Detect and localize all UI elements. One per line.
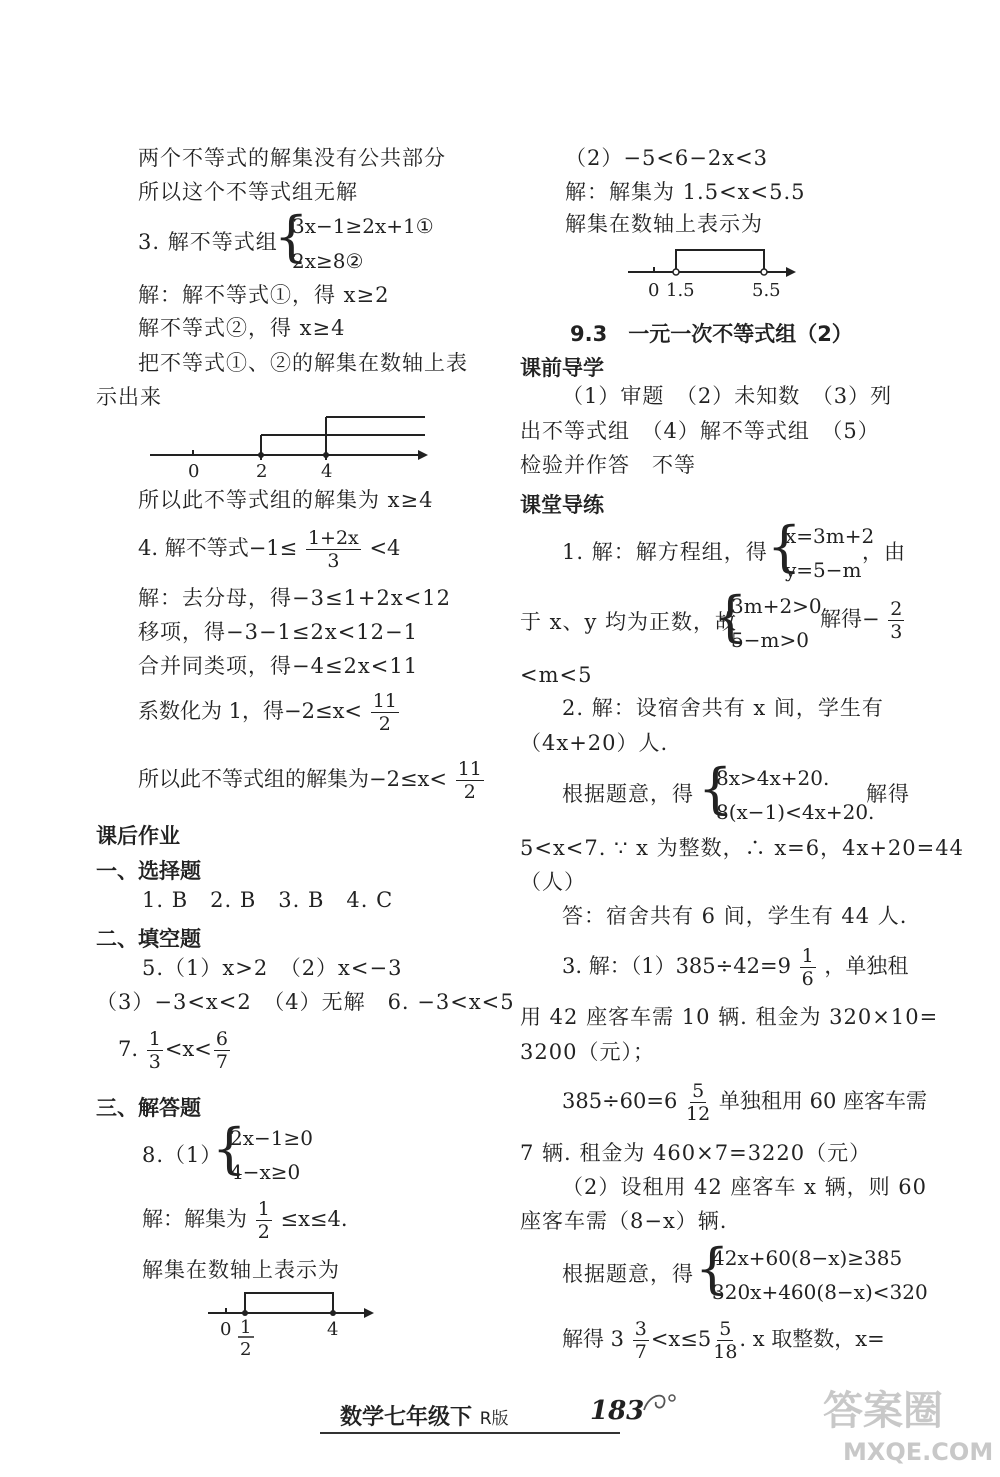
text-line: 2. 解：设宿舍共有 x 间，学生有: [562, 696, 884, 720]
fraction: [306, 527, 361, 572]
text-span: 385÷60=6: [562, 1089, 678, 1113]
watermark-logo-text: 答案圈: [823, 1388, 943, 1434]
text-line: <m<5: [520, 663, 593, 687]
numerator: 5: [719, 1318, 732, 1340]
text-line: [562, 1080, 927, 1125]
text-line: 8.（1）: [142, 1143, 223, 1167]
brace-symbol: {: [698, 757, 733, 820]
text-line: 出不等式组 （4）解不等式组 （5）: [520, 419, 880, 443]
question-4: [138, 527, 400, 572]
system-eq: 3m+2>0: [731, 594, 822, 618]
text-line: 根据题意，得: [562, 1262, 694, 1286]
numerator: 2: [890, 598, 903, 620]
watermark-logo: [815, 1372, 995, 1472]
denominator: 7: [215, 1051, 228, 1073]
text-line: 两个不等式的解集没有公共部分: [138, 146, 446, 170]
text-line: 所以此不等式组的解集为 x≥4: [138, 488, 434, 512]
text-span: 7.: [118, 1037, 139, 1061]
text-line: 1. 解：解方程组，得: [562, 540, 768, 564]
system-eq: 8(x−1)<4x+20.: [716, 800, 875, 824]
fraction: [147, 1028, 163, 1073]
text-span: ，单独租: [824, 954, 909, 978]
section-title: 9.3 一元一次不等式组（2）: [570, 322, 853, 346]
text-line: 7 辆. 租金为 460×7=3220（元）: [520, 1141, 872, 1165]
section-heading: 三、解答题: [96, 1096, 201, 1120]
text-line: 于 x、y 均为正数，故: [520, 610, 738, 634]
section-heading: 课堂导练: [520, 493, 604, 517]
swirl-ornament-icon: [640, 1388, 680, 1418]
edition-label: R版: [479, 1409, 509, 1429]
numerator: 1: [801, 945, 814, 967]
text-line: 用 42 座客车需 10 辆. 租金为 320×10=: [520, 1005, 939, 1029]
denominator: 2: [378, 713, 391, 735]
tick-label: 4: [321, 461, 333, 482]
denominator: 3: [327, 550, 340, 572]
text-span: 4. 解不等式−1≤: [138, 536, 298, 560]
text-line: （4x+20）人.: [520, 731, 669, 755]
numerator: 11: [372, 690, 397, 712]
text-span: <4: [369, 536, 401, 560]
text-line: [118, 1028, 232, 1073]
text-line: （人）: [520, 870, 586, 894]
text-line: 移项，得−3−1≤2x<12−1: [138, 620, 418, 644]
watermark-url: MXQE.COM: [843, 1438, 994, 1466]
text-line: 示出来: [96, 385, 162, 409]
text-line: [138, 758, 486, 803]
text-line: ，由: [862, 540, 906, 564]
tick-label: 0: [220, 1319, 232, 1340]
numerator: 3: [634, 1318, 647, 1340]
denominator: 6: [801, 968, 814, 990]
text-span: <x<: [164, 1037, 212, 1061]
system-eq: 320x+460(8−x)<320: [712, 1280, 928, 1304]
numerator: 11: [457, 758, 482, 780]
system-eq: 3x−1≥2x+1①: [292, 214, 434, 238]
denominator: 7: [634, 1341, 647, 1363]
text-line: 解集在数轴上表示为: [142, 1258, 340, 1282]
denominator: 18: [713, 1341, 738, 1363]
numerator: 1: [148, 1028, 161, 1050]
denominator: 3: [890, 621, 903, 643]
text-line: 根据题意，得: [562, 782, 694, 806]
text-line: 5<x<7. ∵ x 为整数，∴ x=6，4x+20=44: [520, 836, 964, 860]
text-line: [562, 945, 908, 990]
fraction: [456, 758, 484, 803]
fraction: [256, 1198, 272, 1243]
text-line: [142, 1198, 348, 1243]
text-line: 解集在数轴上表示为: [565, 212, 763, 236]
fraction: [713, 1318, 737, 1363]
brace-symbol: {: [713, 585, 748, 648]
tick-label: 4: [327, 1319, 339, 1340]
system-eq: 2x≥8②: [292, 249, 364, 273]
number-line-1: [140, 405, 440, 485]
tick-label: 0: [648, 280, 660, 301]
fraction: [800, 945, 816, 990]
denominator: 3: [148, 1051, 161, 1073]
number-line-3: [620, 240, 810, 302]
text-span: . x 取整数，x=: [739, 1327, 885, 1351]
system-eq: 4−x≥0: [230, 1160, 301, 1184]
numerator: 5: [692, 1080, 705, 1102]
text-line: [138, 690, 401, 735]
text-span: 单独租用 60 座客车需: [718, 1089, 927, 1113]
footer-rule: [320, 1432, 620, 1434]
text-line: 把不等式①、②的解集在数轴上表: [138, 351, 468, 375]
text-line: 解：去分母，得−3≤1+2x<12: [138, 586, 452, 610]
system-eq: 2x−1≥0: [230, 1126, 313, 1150]
fraction: [633, 1318, 649, 1363]
tick-label: 2: [240, 1339, 252, 1360]
system-eq: 5−m>0: [731, 628, 809, 652]
text-span: 系数化为 1，得−2≤x<: [138, 699, 363, 723]
text-line: （2）设租用 42 座客车 x 辆，则 60: [562, 1175, 928, 1199]
fraction: [686, 1080, 710, 1125]
tick-label: 5.5: [752, 280, 781, 301]
text-line: （3）−3<x<2 （4）无解 6. −3<x<5: [96, 990, 515, 1014]
denominator: 2: [257, 1221, 270, 1243]
text-span: 解：解集为: [142, 1207, 247, 1231]
text-line: 解：解集为 1.5<x<5.5: [565, 180, 806, 204]
text-line: [820, 598, 906, 643]
fraction: [888, 598, 904, 643]
section-heading: 一、选择题: [96, 859, 201, 883]
denominator: 12: [686, 1103, 711, 1125]
text-span: 所以此不等式组的解集为−2≤x<: [138, 767, 447, 791]
brace-symbol: {: [767, 515, 802, 578]
text-span: 解得 3: [562, 1327, 625, 1351]
numerator: 1: [257, 1198, 270, 1220]
text-span: 3. 解：（1）385÷42=9: [562, 954, 791, 978]
system-eq: y=5−m: [785, 558, 862, 582]
text-line: 3. 解不等式组: [138, 230, 278, 254]
section-heading: 课前导学: [520, 356, 604, 380]
text-line: [562, 1318, 885, 1363]
tick-label: 0: [188, 461, 200, 482]
text-line: 所以这个不等式组无解: [138, 180, 358, 204]
text-line: 合并同类项，得−4≤2x<11: [138, 654, 419, 678]
page-number: 183: [590, 1396, 645, 1426]
brace-symbol: {: [274, 205, 309, 268]
tick-label: 2: [256, 461, 268, 482]
text-line: 解不等式②，得 x≥4: [138, 316, 346, 340]
text-line: （1）审题 （2）未知数 （3）列: [562, 384, 893, 408]
fraction: [371, 690, 399, 735]
section-heading: 二、填空题: [96, 927, 201, 951]
system-eq: 42x+60(8−x)≥385: [712, 1246, 903, 1270]
text-line: 5.（1）x>2 （2）x<−3: [142, 956, 403, 980]
text-line: 1. B 2. B 3. B 4. C: [142, 888, 394, 912]
text-line: 座客车需（8−x）辆.: [520, 1209, 728, 1233]
brace-symbol: {: [212, 1117, 247, 1180]
text-span: 解得−: [820, 607, 880, 631]
tick-label: 1: [240, 1317, 252, 1338]
text-span: <x≤5: [650, 1327, 712, 1351]
text-line: 3200（元）；: [520, 1040, 655, 1064]
book-title: 数学七年级下: [340, 1405, 473, 1430]
text-span: ≤x≤4.: [280, 1207, 348, 1231]
numerator: 1+2x: [307, 527, 359, 549]
brace-symbol: {: [695, 1237, 730, 1300]
tick-label: 1.5: [666, 280, 695, 301]
text-line: 检验并作答 不等: [520, 453, 696, 477]
system-eq: 8x>4x+20.: [716, 766, 830, 790]
text-line: （2）−5<6−2x<3: [565, 146, 769, 170]
text-line: 解：解不等式①，得 x≥2: [138, 283, 390, 307]
section-heading: 课后作业: [96, 824, 180, 848]
text-line: 解得: [866, 782, 910, 806]
number-line-2: [200, 1285, 390, 1360]
footer-book-title: [340, 1400, 509, 1431]
text-line: 答：宿舍共有 6 间，学生有 44 人.: [562, 904, 908, 928]
watermark: [815, 1372, 995, 1472]
denominator: 2: [463, 781, 476, 803]
numerator: 6: [215, 1028, 228, 1050]
system-eq: x=3m+2: [785, 524, 875, 548]
fraction: [214, 1028, 230, 1073]
